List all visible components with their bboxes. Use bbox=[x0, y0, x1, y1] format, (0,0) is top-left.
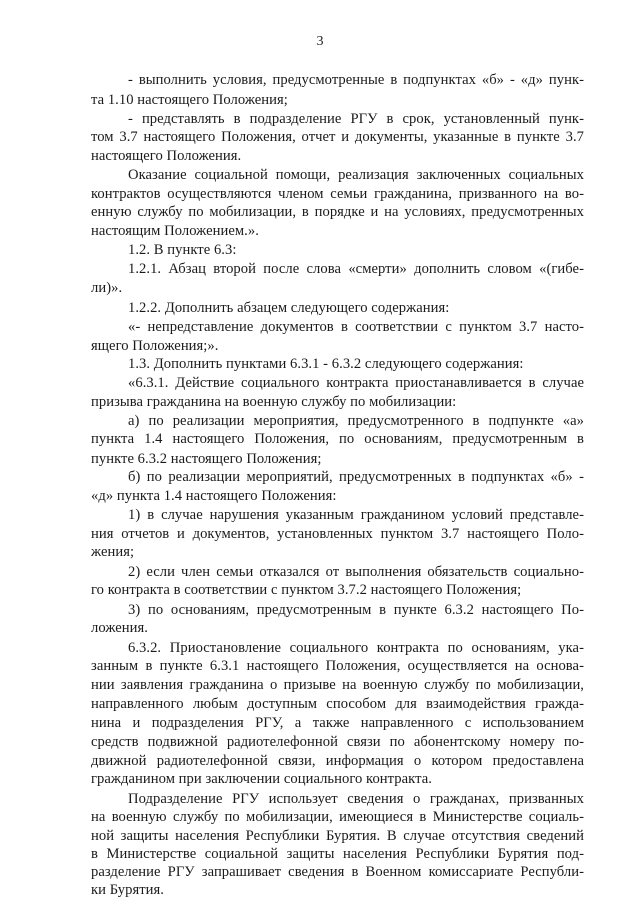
text-line: «- непредставление документов в соответствии с пунктом 3.7 насто- bbox=[128, 319, 584, 336]
text-line: пункте 6.3.2 настоящего Положения; bbox=[91, 450, 322, 467]
text-line: нина и подразделения РГУ, а также направленного с использованием bbox=[91, 714, 584, 731]
text-line: направленного любым доступным способом для взаимодействия гражда- bbox=[91, 696, 584, 713]
text-line: контрактов осуществляются членом семьи гражданина, призванного на во- bbox=[91, 185, 584, 202]
text-line: «д» пункта 1.4 настоящего Положения: bbox=[91, 487, 337, 504]
text-line: ния отчетов и документов, установленных пунктом 3.7 настоящего Поло- bbox=[91, 525, 584, 542]
text-line: ли)». bbox=[91, 280, 123, 297]
text-line: занным в пункте 6.3.1 настоящего Положения, осуществляется на основа- bbox=[91, 658, 584, 675]
text-line: средств подвижной радиотелефонной связи по абонентскому номеру по- bbox=[91, 734, 584, 750]
text-line: ложения. bbox=[91, 620, 148, 637]
text-line: настоящего Положения. bbox=[91, 147, 242, 164]
text-line: а) по реализации мероприятия, предусмотренного в подпункте «а» bbox=[128, 412, 584, 429]
text-line: гражданином при заключении социального контракта. bbox=[91, 771, 432, 787]
text-line: 1.2.2. Дополнить абзацем следующего содержания: bbox=[128, 299, 450, 316]
text-line: том 3.7 настоящего Положения, отчет и документы, указанные в пункте 3.7 bbox=[91, 129, 584, 146]
text-line: движной радиотелефонной связи, информация о котором предоставлена bbox=[91, 752, 584, 769]
text-line: 2) если член семьи отказался от выполнения обязательств социально- bbox=[128, 563, 584, 580]
text-line: 1.3. Дополнить пунктами 6.3.1 - 6.3.2 следующего содержания: bbox=[128, 356, 524, 373]
text-line: настоящим Положением.». bbox=[91, 222, 259, 239]
text-line: пункта 1.4 настоящего Положения, по основаниям, предусмотренным в bbox=[91, 431, 584, 448]
text-line: в Министерстве социальной защиты населения Республики Бурятия под- bbox=[91, 846, 584, 862]
text-line: енную службу по мобилизации, в порядке и на условиях, предусмотренных bbox=[91, 204, 584, 221]
text-line: «6.3.1. Действие социального контракта приостанавливается в случае bbox=[128, 374, 584, 391]
text-line: Оказание социальной помощи, реализация заключенных социальных bbox=[128, 167, 584, 184]
text-line: Подразделение РГУ использует сведения о гражданах, призванных bbox=[128, 790, 584, 807]
text-line: нии заявления гражданина о призыве на военную службу по мобилизации, bbox=[91, 676, 584, 693]
text-line: на военную службу по мобилизации, имеющиеся в Министерстве социаль- bbox=[91, 809, 584, 825]
text-line: ной защиты населения Республики Бурятия. В случае отсутствия сведений bbox=[91, 827, 584, 844]
text-line: ки Бурятия. bbox=[91, 882, 164, 898]
text-line: 1.2.1. Абзац второй после слова «смерти» дополнить словом «(гибе- bbox=[128, 260, 584, 277]
text-line: 3) по основаниям, предусмотренным в пункте 6.3.2 настоящего По- bbox=[128, 601, 584, 618]
page-number: 3 bbox=[316, 34, 324, 49]
text-line: - представлять в подразделение РГУ в срок, установленный пунк- bbox=[128, 110, 584, 127]
text-line: го контракта в соответствии с пунктом 3.7.2 настоящего Положения; bbox=[91, 582, 522, 599]
text-line: - выполнить условия, предусмотренные в подпунктах «б» - «д» пунк- bbox=[128, 72, 584, 88]
text-line: 6.3.2. Приостановление социального контракта по основаниям, ука- bbox=[128, 639, 584, 656]
text-line: жения; bbox=[91, 544, 135, 561]
text-line: ящего Положения;». bbox=[91, 337, 219, 354]
text-line: та 1.10 настоящего Положения; bbox=[91, 91, 288, 108]
text-line: 1) в случае нарушения указанным гражданином условий представле- bbox=[128, 507, 584, 524]
text-line: б) по реализации мероприятий, предусмотренных в подпунктах «б» - bbox=[128, 469, 584, 486]
text-line: призыва гражданина на военную службу по мобилизации: bbox=[91, 394, 457, 411]
text-line: разделение РГУ запрашивает сведения в Военном комиссариате Республи- bbox=[91, 863, 584, 880]
text-line: 1.2. В пункте 6.3: bbox=[128, 242, 237, 259]
